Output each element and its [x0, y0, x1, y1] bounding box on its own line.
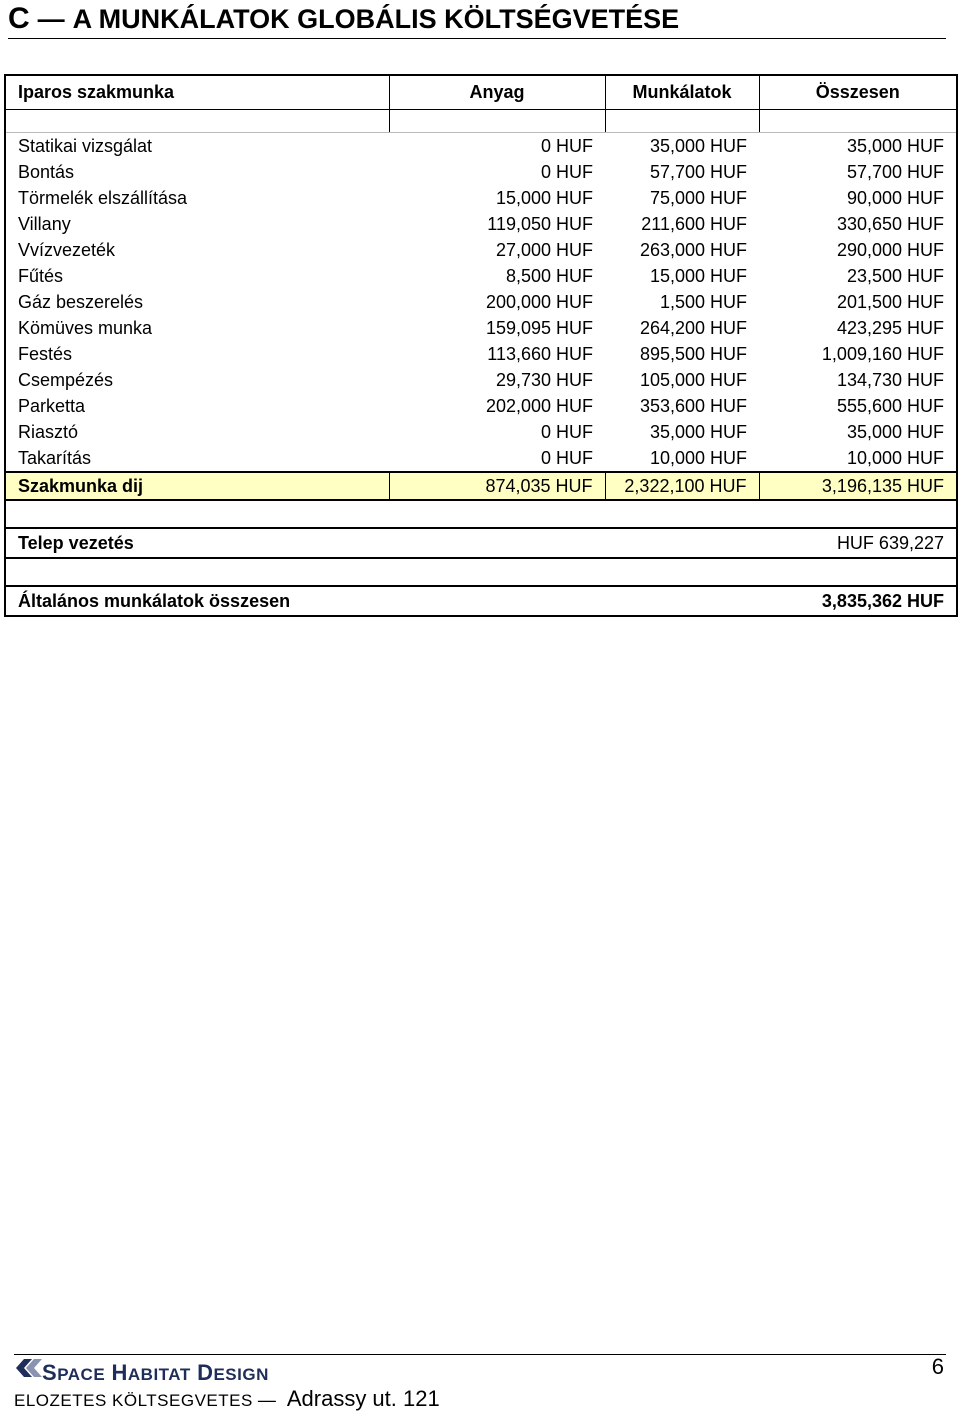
grand-total-label: Általános munkálatok összesen	[5, 586, 605, 616]
header-munkalatok: Munkálatok	[605, 75, 759, 110]
cell-munkalatok: 895,500 HUF	[639, 344, 747, 364]
header-spacer-row	[5, 110, 957, 133]
cell-anyag: 29,730 HUF	[495, 370, 593, 390]
cell-munkalatok: 263,000 HUF	[639, 240, 747, 260]
brand-name: SPACE HABITAT DESIGN	[42, 1360, 269, 1385]
cell-munkalatok: 57,700 HUF	[649, 162, 747, 182]
cell-label: Gáz beszerelés	[5, 289, 389, 315]
cell-label: Törmelék elszállítása	[5, 185, 389, 211]
cell-label: Statikai vizsgálat	[5, 133, 389, 160]
page-number: 6	[931, 1354, 944, 1379]
footer-dash: —	[257, 1390, 276, 1410]
cell-osszesen: 201,500 HUF	[759, 289, 957, 315]
cell-munkalatok: 105,000 HUF	[639, 370, 747, 390]
budget-table	[4, 74, 958, 617]
subtotal-label: Szakmunka dij	[5, 472, 389, 500]
cell-munkalatok: 353,600 HUF	[639, 396, 747, 416]
cell-anyag: 27,000 HUF	[495, 240, 593, 260]
cell-osszesen: 290,000 HUF	[759, 237, 957, 263]
cell-label: Takarítás	[5, 445, 389, 472]
table-row	[5, 133, 957, 160]
cell-osszesen: 10,000 HUF	[759, 445, 957, 472]
table-header-row	[5, 75, 957, 110]
table-row	[5, 445, 957, 472]
spacer-row	[5, 558, 957, 586]
cell-osszesen: 90,000 HUF	[759, 185, 957, 211]
header-osszesen: Összesen	[759, 75, 957, 110]
header-anyag: Anyag	[389, 75, 605, 110]
title-rule	[8, 38, 946, 39]
cell-munkalatok: 75,000 HUF	[649, 188, 747, 208]
cell-anyag: 0 HUF	[540, 162, 593, 182]
cell-anyag: 15,000 HUF	[495, 188, 593, 208]
cell-munkalatok: 1,500 HUF	[659, 292, 747, 312]
site-management-value: HUF 639,227	[605, 528, 957, 558]
cell-osszesen: 134,730 HUF	[759, 367, 957, 393]
title-letter: C	[8, 2, 30, 35]
cell-osszesen: 35,000 HUF	[759, 133, 957, 160]
cell-label: Kömüves munka	[5, 315, 389, 341]
footer-subline	[14, 1386, 440, 1412]
cell-anyag: 159,095 HUF	[485, 318, 593, 338]
cell-label: Vvízvezeték	[5, 237, 389, 263]
cell-osszesen: 423,295 HUF	[759, 315, 957, 341]
cell-munkalatok: 211,600 HUF	[641, 214, 747, 234]
title-text: A MUNKÁLATOK GLOBÁLIS KÖLTSÉGVETÉSE	[72, 4, 680, 34]
subtotal-osszesen: 3,196,135 HUF	[759, 472, 957, 500]
cell-anyag: 200,000 HUF	[485, 292, 593, 312]
table-row	[5, 237, 957, 263]
subtotal-row	[5, 472, 957, 500]
cell-label: Fűtés	[5, 263, 389, 289]
footer-rule	[14, 1354, 946, 1355]
cell-osszesen: 57,700 HUF	[759, 159, 957, 185]
spacer-row	[5, 500, 957, 528]
site-management-label: Telep vezetés	[5, 528, 605, 558]
cell-anyag: 202,000 HUF	[485, 396, 593, 416]
table-row	[5, 367, 957, 393]
cell-munkalatok: 264,200 HUF	[639, 318, 747, 338]
cell-label: Csempézés	[5, 367, 389, 393]
cell-anyag: 113,660 HUF	[487, 344, 593, 364]
grand-total-row	[5, 586, 957, 616]
table-row	[5, 341, 957, 367]
header-iparos-szakmunka: Iparos szakmunka	[5, 75, 389, 110]
cell-anyag: 0 HUF	[540, 448, 593, 468]
table-row	[5, 393, 957, 419]
cell-label: Riasztó	[5, 419, 389, 445]
grand-total-value: 3,835,362 HUF	[605, 586, 957, 616]
subtotal-anyag: 874,035 HUF	[389, 472, 605, 500]
table-row	[5, 263, 957, 289]
shd-logo-icon	[14, 1356, 44, 1380]
title-dash: —	[37, 4, 65, 34]
subtotal-munkalatok: 2,322,100 HUF	[605, 472, 759, 500]
cell-label: Parketta	[5, 393, 389, 419]
cell-label: Villany	[5, 211, 389, 237]
cell-munkalatok: 10,000 HUF	[649, 448, 747, 468]
table-row	[5, 211, 957, 237]
site-management-row	[5, 528, 957, 558]
cell-munkalatok: 15,000 HUF	[649, 266, 747, 286]
table-row	[5, 185, 957, 211]
cell-osszesen: 35,000 HUF	[759, 419, 957, 445]
page-title	[8, 2, 946, 36]
cell-osszesen: 1,009,160 HUF	[759, 341, 957, 367]
cell-osszesen: 23,500 HUF	[759, 263, 957, 289]
cell-munkalatok: 35,000 HUF	[649, 422, 747, 442]
table-row	[5, 315, 957, 341]
table-row	[5, 419, 957, 445]
doc-label: ELOZETES KÖLTSEGVETES	[14, 1391, 253, 1410]
cell-anyag: 0 HUF	[389, 133, 605, 160]
table-row	[5, 159, 957, 185]
cell-label: Bontás	[5, 159, 389, 185]
cell-munkalatok: 35,000 HUF	[605, 133, 759, 160]
table-row	[5, 289, 957, 315]
cell-anyag: 8,500 HUF	[505, 266, 593, 286]
cell-label: Festés	[5, 341, 389, 367]
cell-anyag: 0 HUF	[540, 422, 593, 442]
address: Adrassy ut. 121	[286, 1386, 440, 1411]
cell-anyag: 119,050 HUF	[487, 214, 593, 234]
cell-osszesen: 330,650 HUF	[759, 211, 957, 237]
cell-osszesen: 555,600 HUF	[759, 393, 957, 419]
